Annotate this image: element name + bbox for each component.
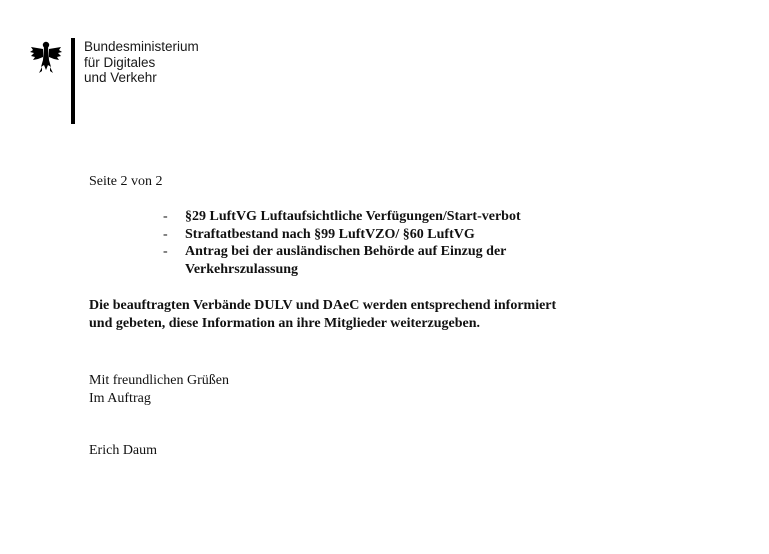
measures-list — [89, 208, 559, 278]
list-item: - Straftatbestand nach §99 LuftVZO/ §60 LuftVG — [185, 226, 559, 244]
ministry-line: für Digitales — [84, 54, 156, 70]
logo-bar — [71, 38, 75, 124]
list-item: - Antrag bei der ausländischen Behörde auf Einzug der Verkehrszulassung — [185, 243, 559, 278]
page-number: Seite 2 von 2 — [89, 174, 163, 189]
letter-body — [89, 173, 559, 460]
ministry-line: Bundesministerium — [84, 39, 199, 54]
ministry-name — [84, 39, 199, 86]
on-behalf-line: Im Auftrag — [89, 390, 151, 406]
greeting: Mit freundlichen Grüßen — [89, 373, 229, 388]
federal-eagle-icon — [30, 40, 62, 76]
ministry-line: und Verkehr — [84, 70, 157, 85]
list-item: - §29 LuftVG Luftaufsichtliche Verfügungen/Start-verbot — [185, 208, 559, 226]
closing-block — [89, 372, 559, 460]
signer-name: Erich Daum — [89, 443, 158, 458]
notice-paragraph: Die beauftragten Verbände DULV und DAeC werden entsprechend informiert und gebeten, diese Information an ihre Mitglieder weiterzugeben. — [89, 298, 557, 331]
